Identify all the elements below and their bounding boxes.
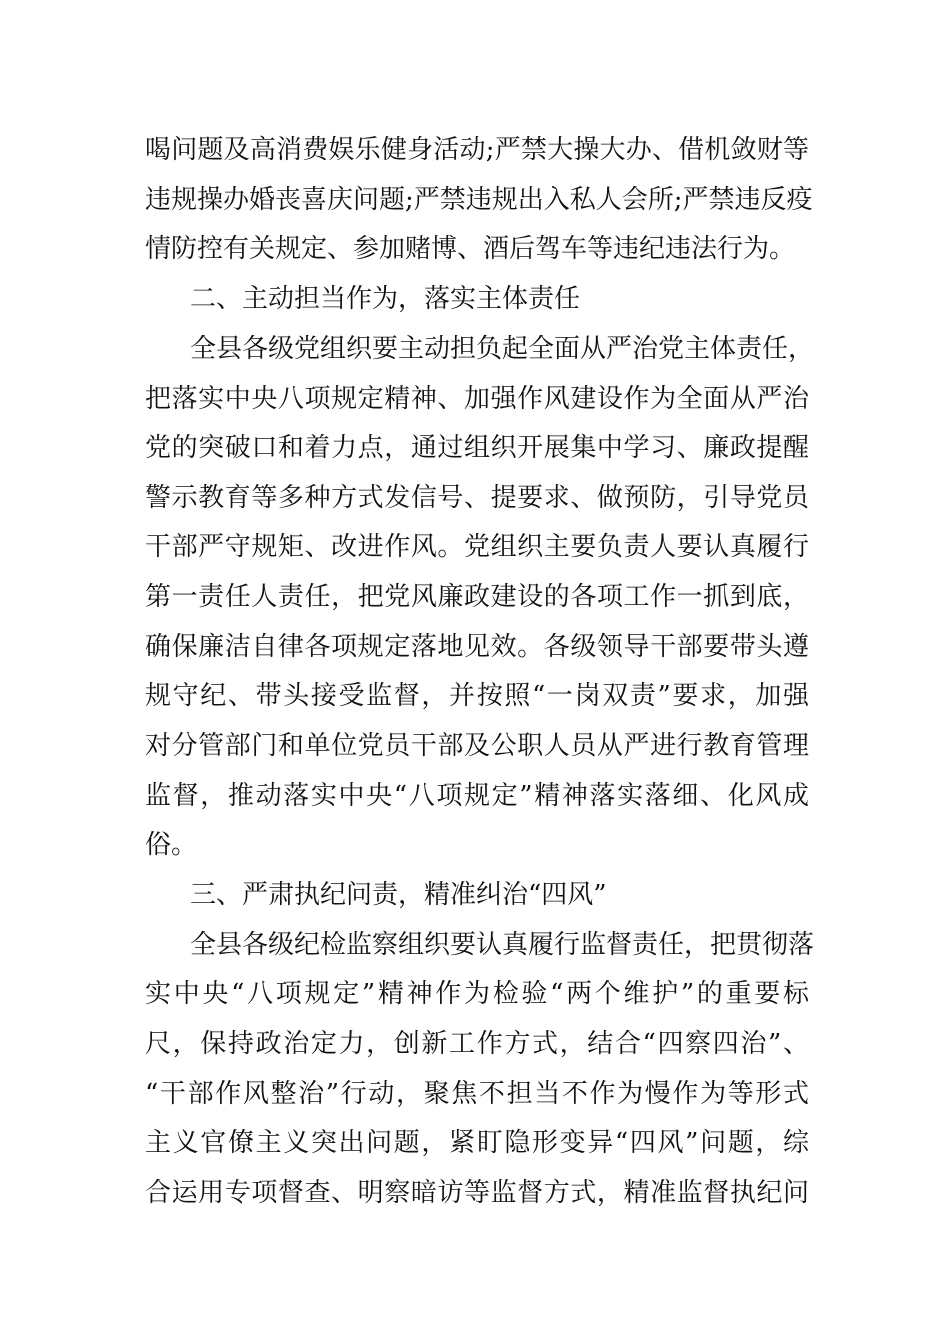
paragraph-1-line-3: 情防控有关规定、参加赌博、酒后驾车等违纪违法行为。 — [145, 234, 796, 264]
section-heading-2: 二、主动担当作为，落实主体责任 — [190, 284, 581, 314]
paragraph-2-line-4: 警示教育等多种方式发信号、提要求、做预防，引导党员 — [145, 483, 809, 513]
paragraph-3-line-6: 合运用专项督查、明察暗访等监督方式，精准监督执纪问 — [145, 1178, 809, 1208]
paragraph-2-line-6: 第一责任人责任，把党风廉政建设的各项工作一抓到底， — [145, 582, 809, 612]
paragraph-3-line-5: 主义官僚主义突出问题，紧盯隐形变异“四风”问题，综 — [145, 1128, 809, 1158]
paragraph-3-line-3: 尺，保持政治定力，创新工作方式，结合“四察四治”、 — [145, 1029, 809, 1059]
section-heading-3: 三、严肃执纪问责，精准纠治“四风” — [190, 880, 607, 910]
paragraph-2-line-5: 干部严守规矩、改进作风。党组织主要负责人要认真履行 — [145, 532, 809, 562]
paragraph-2-line-10: 监督，推动落实中央“八项规定”精神落实落细、化风成 — [145, 781, 809, 811]
paragraph-3-line-4: “干部作风整治”行动，聚焦不担当不作为慢作为等形式 — [145, 1079, 809, 1109]
paragraph-2-line-9: 对分管部门和单位党员干部及公职人员从严进行教育管理 — [145, 731, 809, 761]
paragraph-2-line-1: 全县各级党组织要主动担负起全面从严治党主体责任， — [190, 334, 815, 364]
paragraph-2-line-11: 俗。 — [145, 830, 198, 860]
paragraph-3-line-1: 全县各级纪检监察组织要认真履行监督责任，把贯彻落 — [190, 930, 815, 960]
paragraph-3-line-2: 实中央“八项规定”精神作为检验“两个维护”的重要标 — [145, 979, 809, 1009]
paragraph-2-line-8: 规守纪、带头接受监督，并按照“一岗双责”要求，加强 — [145, 681, 809, 711]
paragraph-2-line-7: 确保廉洁自律各项规定落地见效。各级领导干部要带头遵 — [145, 632, 809, 662]
paragraph-2-line-2: 把落实中央八项规定精神、加强作风建设作为全面从严治 — [145, 384, 809, 414]
paragraph-1-line-1: 喝问题及高消费娱乐健身活动;严禁大操大办、借机敛财等 — [145, 135, 809, 165]
paragraph-2-line-3: 党的突破口和着力点，通过组织开展集中学习、廉政提醒 — [145, 433, 809, 463]
paragraph-1-line-2: 违规操办婚丧喜庆问题;严禁违规出入私人会所;严禁违反疫 — [145, 185, 813, 215]
